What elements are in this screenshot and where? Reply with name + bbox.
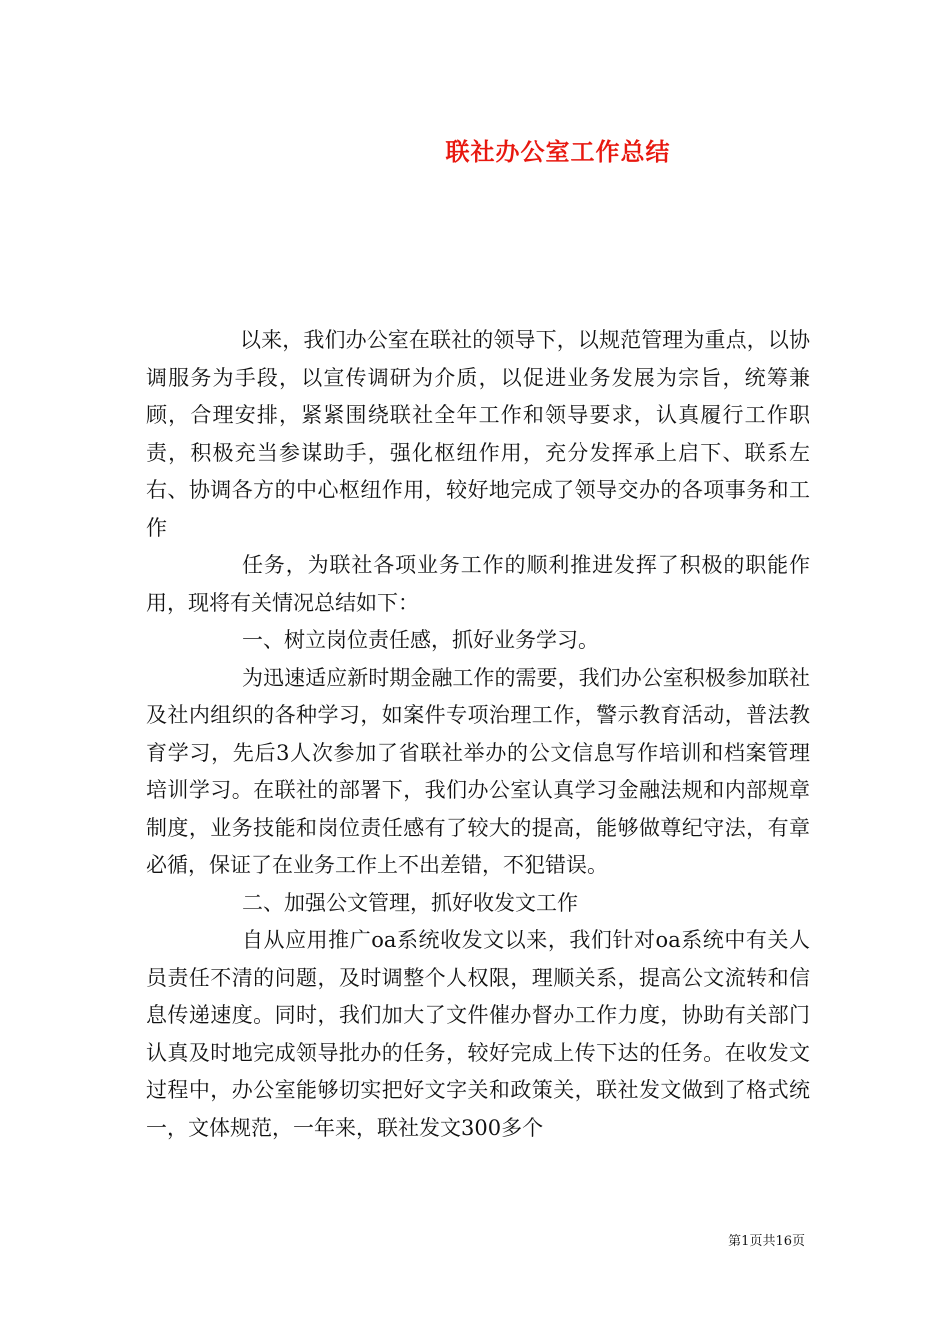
section-heading-1: 一、树立岗位责任感，抓好业务学习。	[242, 628, 599, 652]
paragraph-intro-continued: 任务，为联社各项业务工作的顺利推进发挥了积极的职能作用，现将有关情况总结如下：	[146, 553, 810, 615]
section-heading-2: 二、加强公文管理，抓好收发文工作	[242, 890, 578, 915]
paragraph-section-2: 自从应用推广oa系统收发文以来，我们针对oa系统中有关人员责任不清的问题，及时调整个人权限，理顺关系，提高公文流转和信息传递速度。同时，我们加大了文件催办督办工作力度，协助有关部门认真及时地完成领导批办的任务，较好完成上传下达的任务。在收发文过程中，办公室能够切实把好文字关和政策关，联社发文做到了格式统一，文体规范，一年来，联社发文300多个	[146, 928, 810, 1140]
page-number-footer: 第1页共16页	[728, 1234, 805, 1249]
paragraph-section-1: 为迅速适应新时期金融工作的需要，我们办公室积极参加联社及社内组织的各种学习，如案件专项治理工作，警示教育活动，普法教育学习，先后3人次参加了省联社举办的公文信息写作培训和档案管理培训学习。在联社的部署下，我们办公室认真学习金融法规和内部规章制度，业务技能和岗位责任感有了较大的提高，能够做尊纪守法，有章必循，保证了在业务工作上不出差错，不犯错误。	[146, 665, 810, 877]
paragraph-intro: 以来，我们办公室在联社的领导下，以规范管理为重点，以协调服务为手段，以宣传调研为介质，以促进业务发展为宗旨，统筹兼顾，合理安排，紧紧围绕联社全年工作和领导要求，认真履行工作职责，积极充当参谋助手，强化枢纽作用，充分发挥承上启下、联系左右、协调各方的中心枢纽作用，较好地完成了领导交办的各项事务和工作	[146, 328, 810, 540]
document-title: 联社办公室工作总结	[445, 137, 671, 166]
document-body	[146, 322, 810, 1147]
